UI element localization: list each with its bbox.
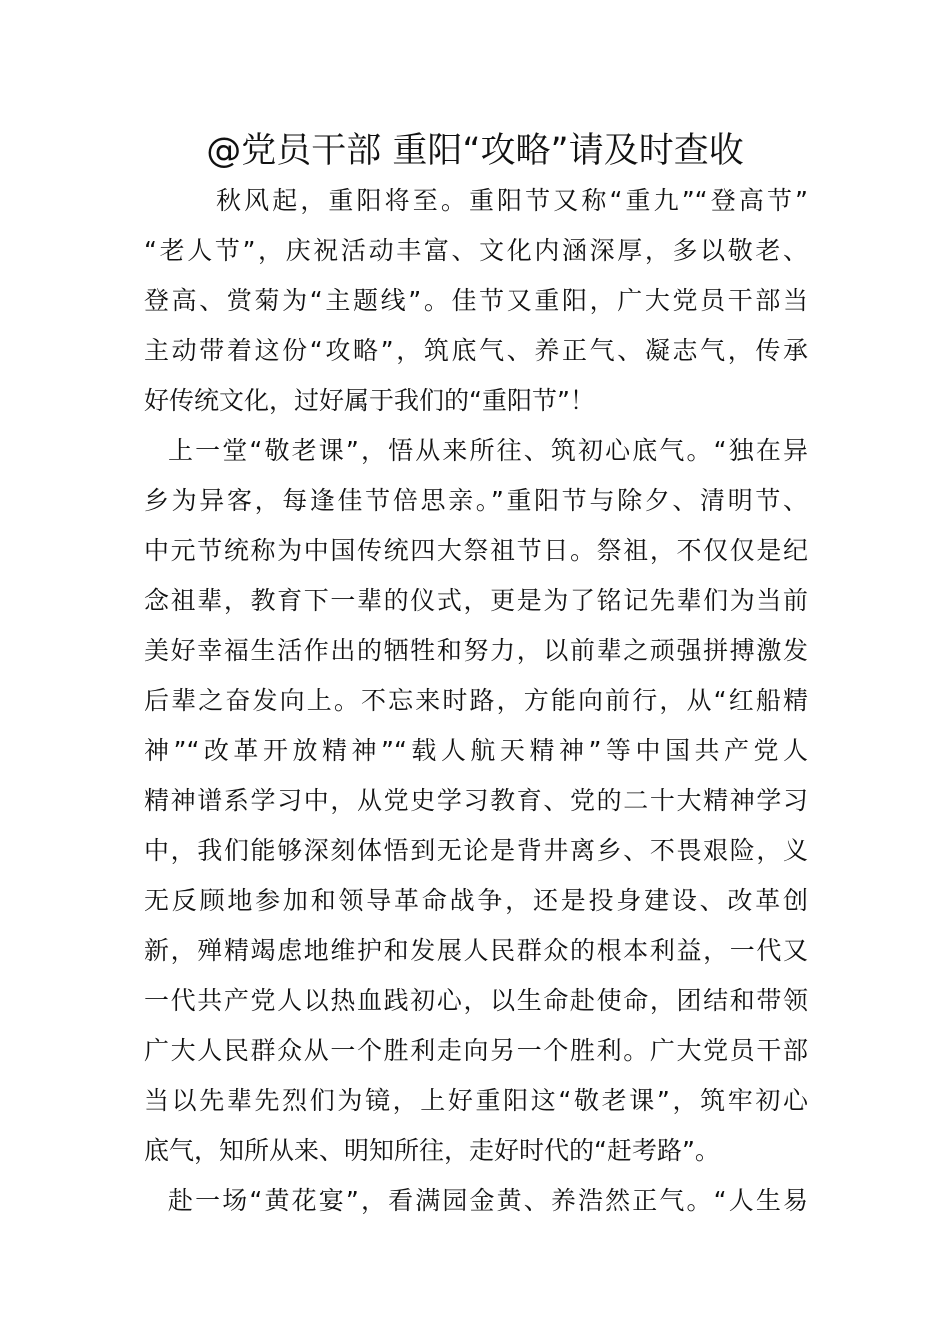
document-body [144,176,808,1226]
paragraph-line: 登高、赏菊为“主题线”。佳节又重阳，广大党员干部当 [144,286,808,315]
paragraph-line: 神”“改革开放精神”“载人航天精神”等中国共产党人 [144,736,808,765]
paragraph-line: 好传统文化，过好属于我们的“重阳节”！ [144,386,595,415]
paragraph-line: 底气，知所从来、明知所往，走好时代的“赶考路”。 [144,1136,720,1165]
paragraph-line: 秋风起，重阳将至。重阳节又称“重九”“登高节” [216,186,808,215]
paragraph-line: 广大人民群众从一个胜利走向另一个胜利。广大党员干部 [144,1036,808,1065]
paragraph-line: 一代共产党人以热血践初心，以生命赴使命，团结和带领 [144,986,808,1015]
paragraph-line: 上一堂“敬老课”，悟从来所往、筑初心底气。“独在异 [168,436,808,465]
paragraph-line: 主动带着这份“攻略”，筑底气、养正气、凝志气，传承 [144,336,808,365]
paragraph-line: 中，我们能够深刻体悟到无论是背井离乡、不畏艰险，义 [144,836,808,865]
paragraph-line: 念祖辈，教育下一辈的仪式，更是为了铭记先辈们为当前 [144,586,808,615]
paragraph-line: 美好幸福生活作出的牺牲和努力，以前辈之顽强拼搏激发 [144,636,808,665]
paragraph-line: 中元节统称为中国传统四大祭祖节日。祭祖，不仅仅是纪 [144,536,808,565]
paragraph-line: 当以先辈先烈们为镜，上好重阳这“敬老课”，筑牢初心 [144,1086,808,1115]
paragraph-line: 精神谱系学习中，从党史学习教育、党的二十大精神学习 [144,786,808,815]
paragraph-line: 无反顾地参加和领导革命战争，还是投身建设、改革创 [144,886,808,915]
paragraph-line: 新，殚精竭虑地维护和发展人民群众的根本利益，一代又 [144,936,808,965]
paragraph-line: “老人节”，庆祝活动丰富、文化内涵深厚，多以敬老、 [144,236,808,265]
document-title: @党员干部 重阳“攻略”请及时查收 [206,131,744,171]
paragraph-line: 后辈之奋发向上。不忘来时路，方能向前行，从“红船精 [144,686,808,715]
paragraph-line: 赴一场“黄花宴”，看满园金黄、养浩然正气。“人生易 [168,1186,808,1215]
paragraph-line: 乡为异客，每逢佳节倍思亲。”重阳节与除夕、清明节、 [144,486,808,515]
